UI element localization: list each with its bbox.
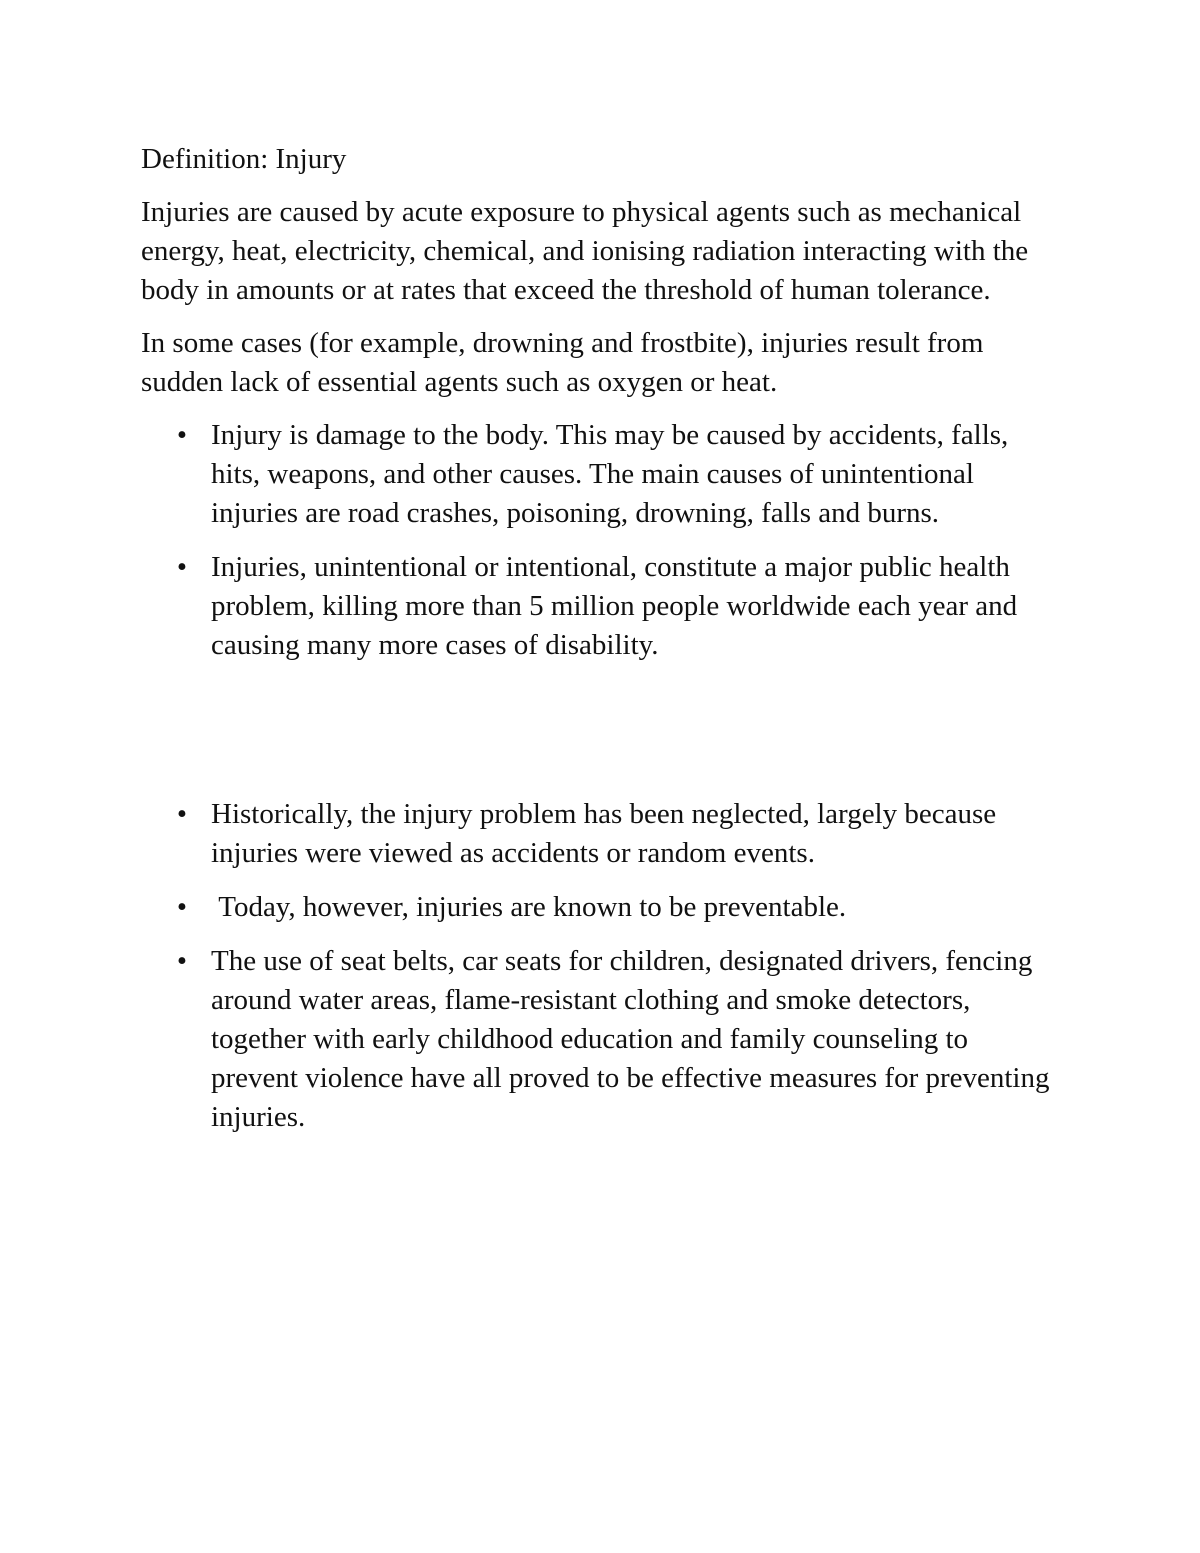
- page-title: Definition: Injury: [141, 143, 347, 175]
- list-item-text: Historically, the injury problem has been neglected, largely because injuries were viewed as accidents or random events.: [211, 798, 997, 869]
- list-item-text: Injury is damage to the body. This may be caused by accidents, falls, hits, weapons, and other causes. The main causes of unintentional injuries are road crashes, poisoning, drowning, falls and burns.: [211, 419, 1009, 529]
- bullet-icon: •: [176, 798, 188, 830]
- list-item: [141, 795, 1061, 873]
- list-item-text: Injuries, unintentional or intentional, constitute a major public health problem, killing more than 5 million people worldwide each year and causing many more cases of disability.: [211, 551, 1018, 661]
- document-page: [141, 140, 1061, 1152]
- list-item: [141, 888, 1061, 927]
- paragraph-definition: Injuries are caused by acute exposure to physical agents such as mechanical energy, heat, electricity, chemical, and ionising radiation interacting with the body in amounts or at rates that exceed the threshold of human tolerance.: [141, 196, 1029, 306]
- list-item: [141, 548, 1061, 665]
- list-item-text: The use of seat belts, car seats for children, designated drivers, fencing around water areas, flame-resistant clothing and smoke detectors, together with early childhood education and family counseling to prevent violence have all proved to be effective measures for preventing injuries.: [211, 945, 1050, 1133]
- bullet-icon: •: [176, 419, 188, 451]
- blank-space: [141, 680, 1061, 795]
- list-item-text: Today, however, injuries are known to be preventable.: [211, 891, 847, 923]
- bullet-icon: •: [176, 945, 188, 977]
- list-item: [141, 416, 1061, 533]
- list-item: [141, 942, 1061, 1137]
- bullet-icon: •: [176, 551, 188, 583]
- bullet-icon: •: [176, 891, 188, 923]
- bullet-list-prevention: [141, 795, 1061, 1137]
- bullet-list-causes: [141, 416, 1061, 665]
- paragraph-examples: In some cases (for example, drowning and frostbite), injuries result from sudden lack of essential agents such as oxygen or heat.: [141, 327, 984, 398]
